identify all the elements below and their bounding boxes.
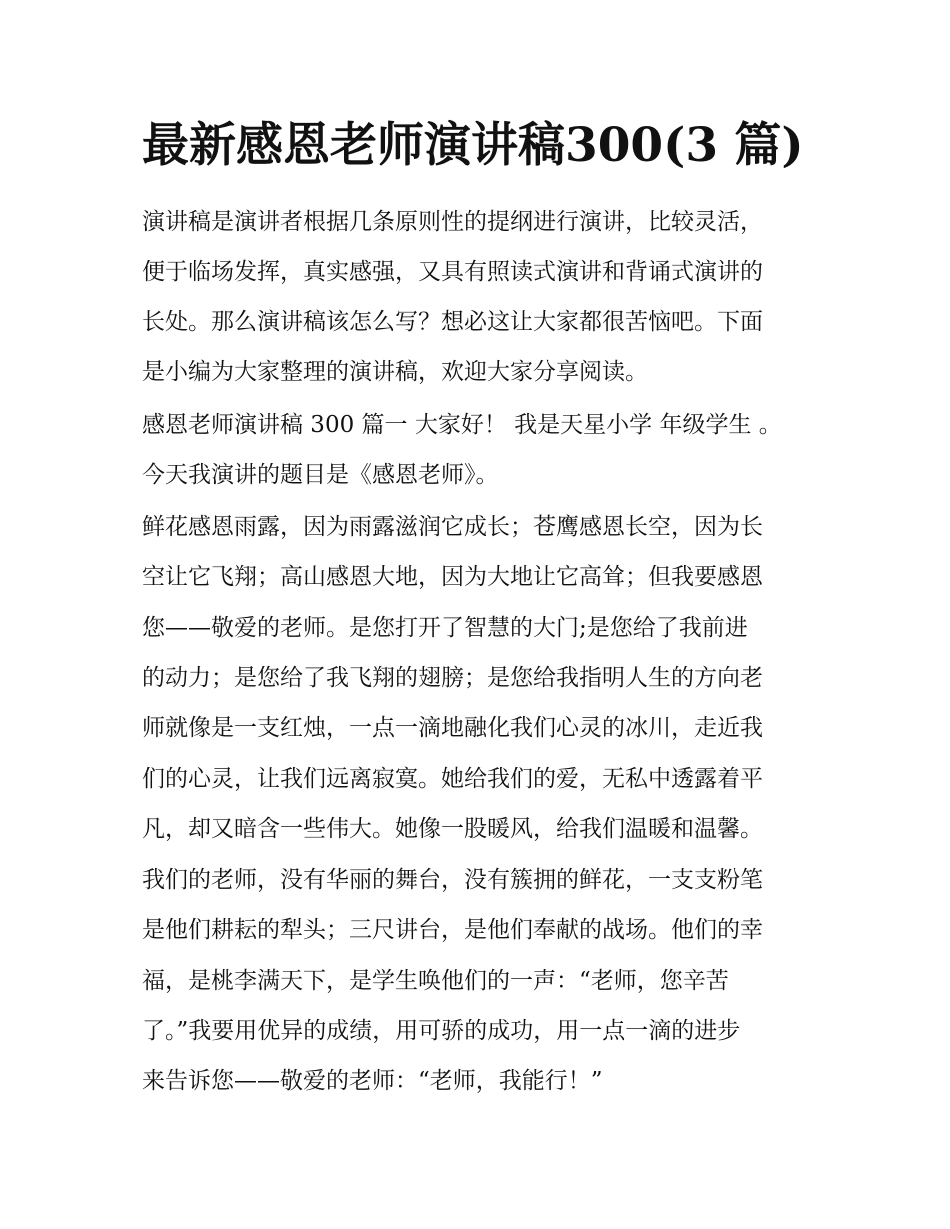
body-line: 感恩老师演讲稿 300 篇一 大家好！ 我是天星小学 年级学生 。 (142, 412, 782, 438)
body-line: 师就像是一支红烛，一点一滴地融化我们心灵的冰川，走近我 (142, 715, 763, 741)
body-line: 今天我演讲的题目是《感恩老师》。 (142, 462, 499, 488)
body-line: 演讲稿是演讲者根据几条原则性的提纲进行演讲，比较灵活， (142, 209, 763, 235)
body-line: 我们的老师，没有华丽的舞台，没有簇拥的鲜花，一支支粉笔 (142, 867, 763, 893)
body-line: 福，是桃李满天下，是学生唤他们的一声：“老师，您辛苦 (142, 968, 729, 994)
body-line: 是他们耕耘的犁头；三尺讲台，是他们奉献的战场。他们的幸 (142, 917, 763, 943)
body-line: 是小编为大家整理的演讲稿，欢迎大家分享阅读。 (142, 359, 648, 385)
body-line: 的动力；是您给了我飞翔的翅膀；是您给我指明人生的方向老 (142, 665, 763, 691)
body-line: 凡，却又暗含一些伟大。她像一股暖风，给我们温暖和温馨。 (142, 816, 763, 842)
document-title: 最新感恩老师演讲稿300(3 篇) (142, 118, 804, 173)
body-line: 们的心灵，让我们远离寂寞。她给我们的爱，无私中透露着平 (142, 766, 763, 792)
body-line: 来告诉您——敬爱的老师：“老师，我能行！” (142, 1068, 603, 1094)
body-line: 空让它飞翔；高山感恩大地，因为大地让它高耸；但我要感恩 (142, 564, 763, 590)
body-line: 长处。那么演讲稿该怎么写？想必这让大家都很苦恼吧。下面 (142, 309, 763, 335)
body-line: 鲜花感恩雨露，因为雨露滋润它成长；苍鹰感恩长空，因为长 (142, 514, 763, 540)
body-line: 便于临场发挥，真实感强，又具有照读式演讲和背诵式演讲的 (142, 259, 763, 285)
body-line: 您——敬爱的老师。是您打开了智慧的大门;是您给了我前进 (142, 615, 748, 641)
body-line: 了。”我要用优异的成绩，用可骄的成功，用一点一滴的进步 (142, 1018, 741, 1044)
